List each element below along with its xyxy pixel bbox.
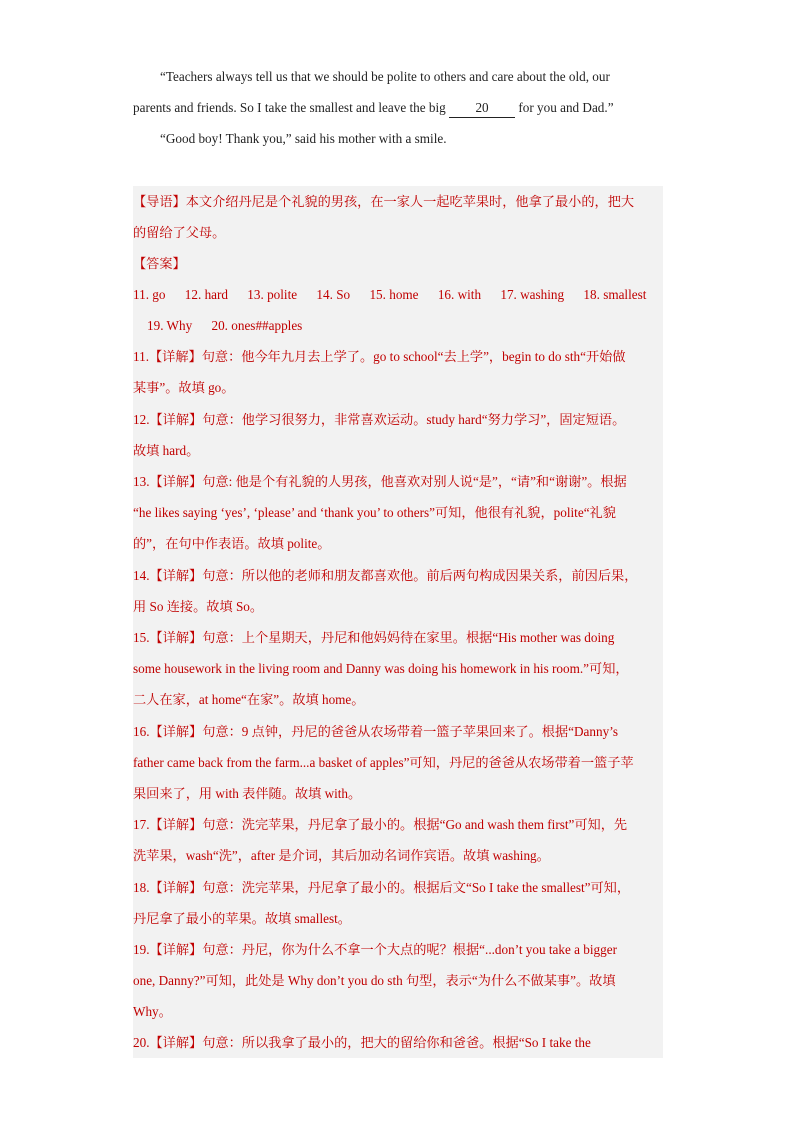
explanation-18-line-2: 丹尼拿了最小的苹果。故填 smallest。 bbox=[133, 911, 351, 926]
explanation-19-line-1: 19.【详解】句意：丹尼，你为什么不拿一个大点的呢？根据“...don’t you take a bigger bbox=[133, 942, 617, 957]
explanation-11-line-2: 某事”。故填 go。 bbox=[133, 380, 235, 395]
explanation-16-line-2: father came back from the farm...a basket of apples”可知，丹尼的爸爸从农场带着一篮子苹 bbox=[133, 755, 634, 770]
answer-item: 19. Why bbox=[147, 318, 193, 333]
explanation-16-line-3: 果回来了，用 with 表伴随。故填 with。 bbox=[133, 786, 362, 801]
answer-item: 13. polite bbox=[247, 287, 298, 302]
explanation-20-line-1: 20.【详解】句意：所以我拿了最小的，把大的留给你和爸爸。根据“So I take the bbox=[133, 1035, 591, 1050]
explanation-14-line-1: 14.【详解】句意：所以他的老师和朋友都喜欢他。前后两句构成因果关系，前因后果， bbox=[133, 568, 638, 583]
explanation-12-line-2: 故填 hard。 bbox=[133, 443, 200, 458]
explanation-16-line-1: 16.【详解】句意：9 点钟，丹尼的爸爸从农场带着一篮子苹果回来了。根据“Danny’s bbox=[133, 724, 618, 739]
answer-item: 18. smallest bbox=[583, 287, 647, 302]
answer-item: 12. hard bbox=[184, 287, 228, 302]
passage-line-2-start: parents and friends. So I take the smallest and leave the big bbox=[133, 100, 446, 115]
explanation-13-line-3: 的”，在句中作表语。故填 polite。 bbox=[133, 536, 331, 551]
explanation-14-line-2: 用 So 连接。故填 So。 bbox=[133, 599, 264, 614]
explanation-17-line-1: 17.【详解】句意：洗完苹果，丹尼拿了最小的。根据“Go and wash them first”可知，先 bbox=[133, 817, 628, 832]
explanation-15-line-3: 二人在家，at home“在家”。故填 home。 bbox=[133, 692, 365, 707]
explanation-11-line-1: 11.【详解】句意：他今年九月去上学了。go to school“去上学”，begin to do sth“开始做 bbox=[133, 349, 626, 364]
answer-item: 20. ones##apples bbox=[211, 318, 303, 333]
answer-heading: 【答案】 bbox=[133, 256, 186, 271]
answers-row-1 bbox=[133, 279, 663, 310]
passage-line-2-end: for you and Dad.” bbox=[518, 100, 614, 115]
explanation-15-line-1: 15.【详解】句意：上个星期天，丹尼和他妈妈待在家里。根据“His mother was doing bbox=[133, 630, 615, 645]
passage-line-3: “Good boy! Thank you,” said his mother with a smile. bbox=[160, 131, 447, 146]
explanation-15-line-2: some housework in the living room and Danny was doing his homework in his room.”可知， bbox=[133, 661, 629, 676]
answer-item: 15. home bbox=[369, 287, 419, 302]
explanation-13-line-1: 13.【详解】句意: 他是个有礼貌的人男孩，他喜欢对别人说“是”，“请”和“谢谢”。根据 bbox=[133, 474, 627, 489]
answer-blank-20: 20 bbox=[449, 99, 515, 118]
explanation-13-line-2: “he likes saying ‘yes’, ‘please’ and ‘thank you’ to others”可知，他很有礼貌，polite“礼貌 bbox=[133, 505, 616, 520]
answers-row-2 bbox=[133, 310, 663, 341]
passage-line-2 bbox=[133, 92, 663, 123]
answer-item: 14. So bbox=[316, 287, 351, 302]
answer-item: 16. with bbox=[437, 287, 482, 302]
answer-item: 17. washing bbox=[500, 287, 565, 302]
explanation-12-line-1: 12.【详解】句意：他学习很努力，非常喜欢运动。study hard“努力学习”，固定短语。 bbox=[133, 412, 626, 427]
explanation-19-line-3: Why。 bbox=[133, 1004, 172, 1019]
intro-line-1: 【导语】本文介绍丹尼是个礼貌的男孩，在一家人一起吃苹果时，他拿了最小的，把大 bbox=[133, 194, 635, 209]
intro-line-2: 的留给了父母。 bbox=[133, 225, 226, 240]
answer-item: 11. go bbox=[133, 287, 166, 302]
explanation-18-line-1: 18.【详解】句意：洗完苹果，丹尼拿了最小的。根据后文“So I take the smallest”可知， bbox=[133, 880, 631, 895]
passage-line-1: “Teachers always tell us that we should be polite to others and care about the old, our bbox=[160, 69, 610, 84]
explanation-19-line-2: one, Danny?”可知，此处是 Why don’t you do sth 句型，表示“为什么不做某事”。故填 bbox=[133, 973, 616, 988]
explanation-17-line-2: 洗苹果，wash“洗”，after 是介词，其后加动名词作宾语。故填 washing。 bbox=[133, 848, 550, 863]
